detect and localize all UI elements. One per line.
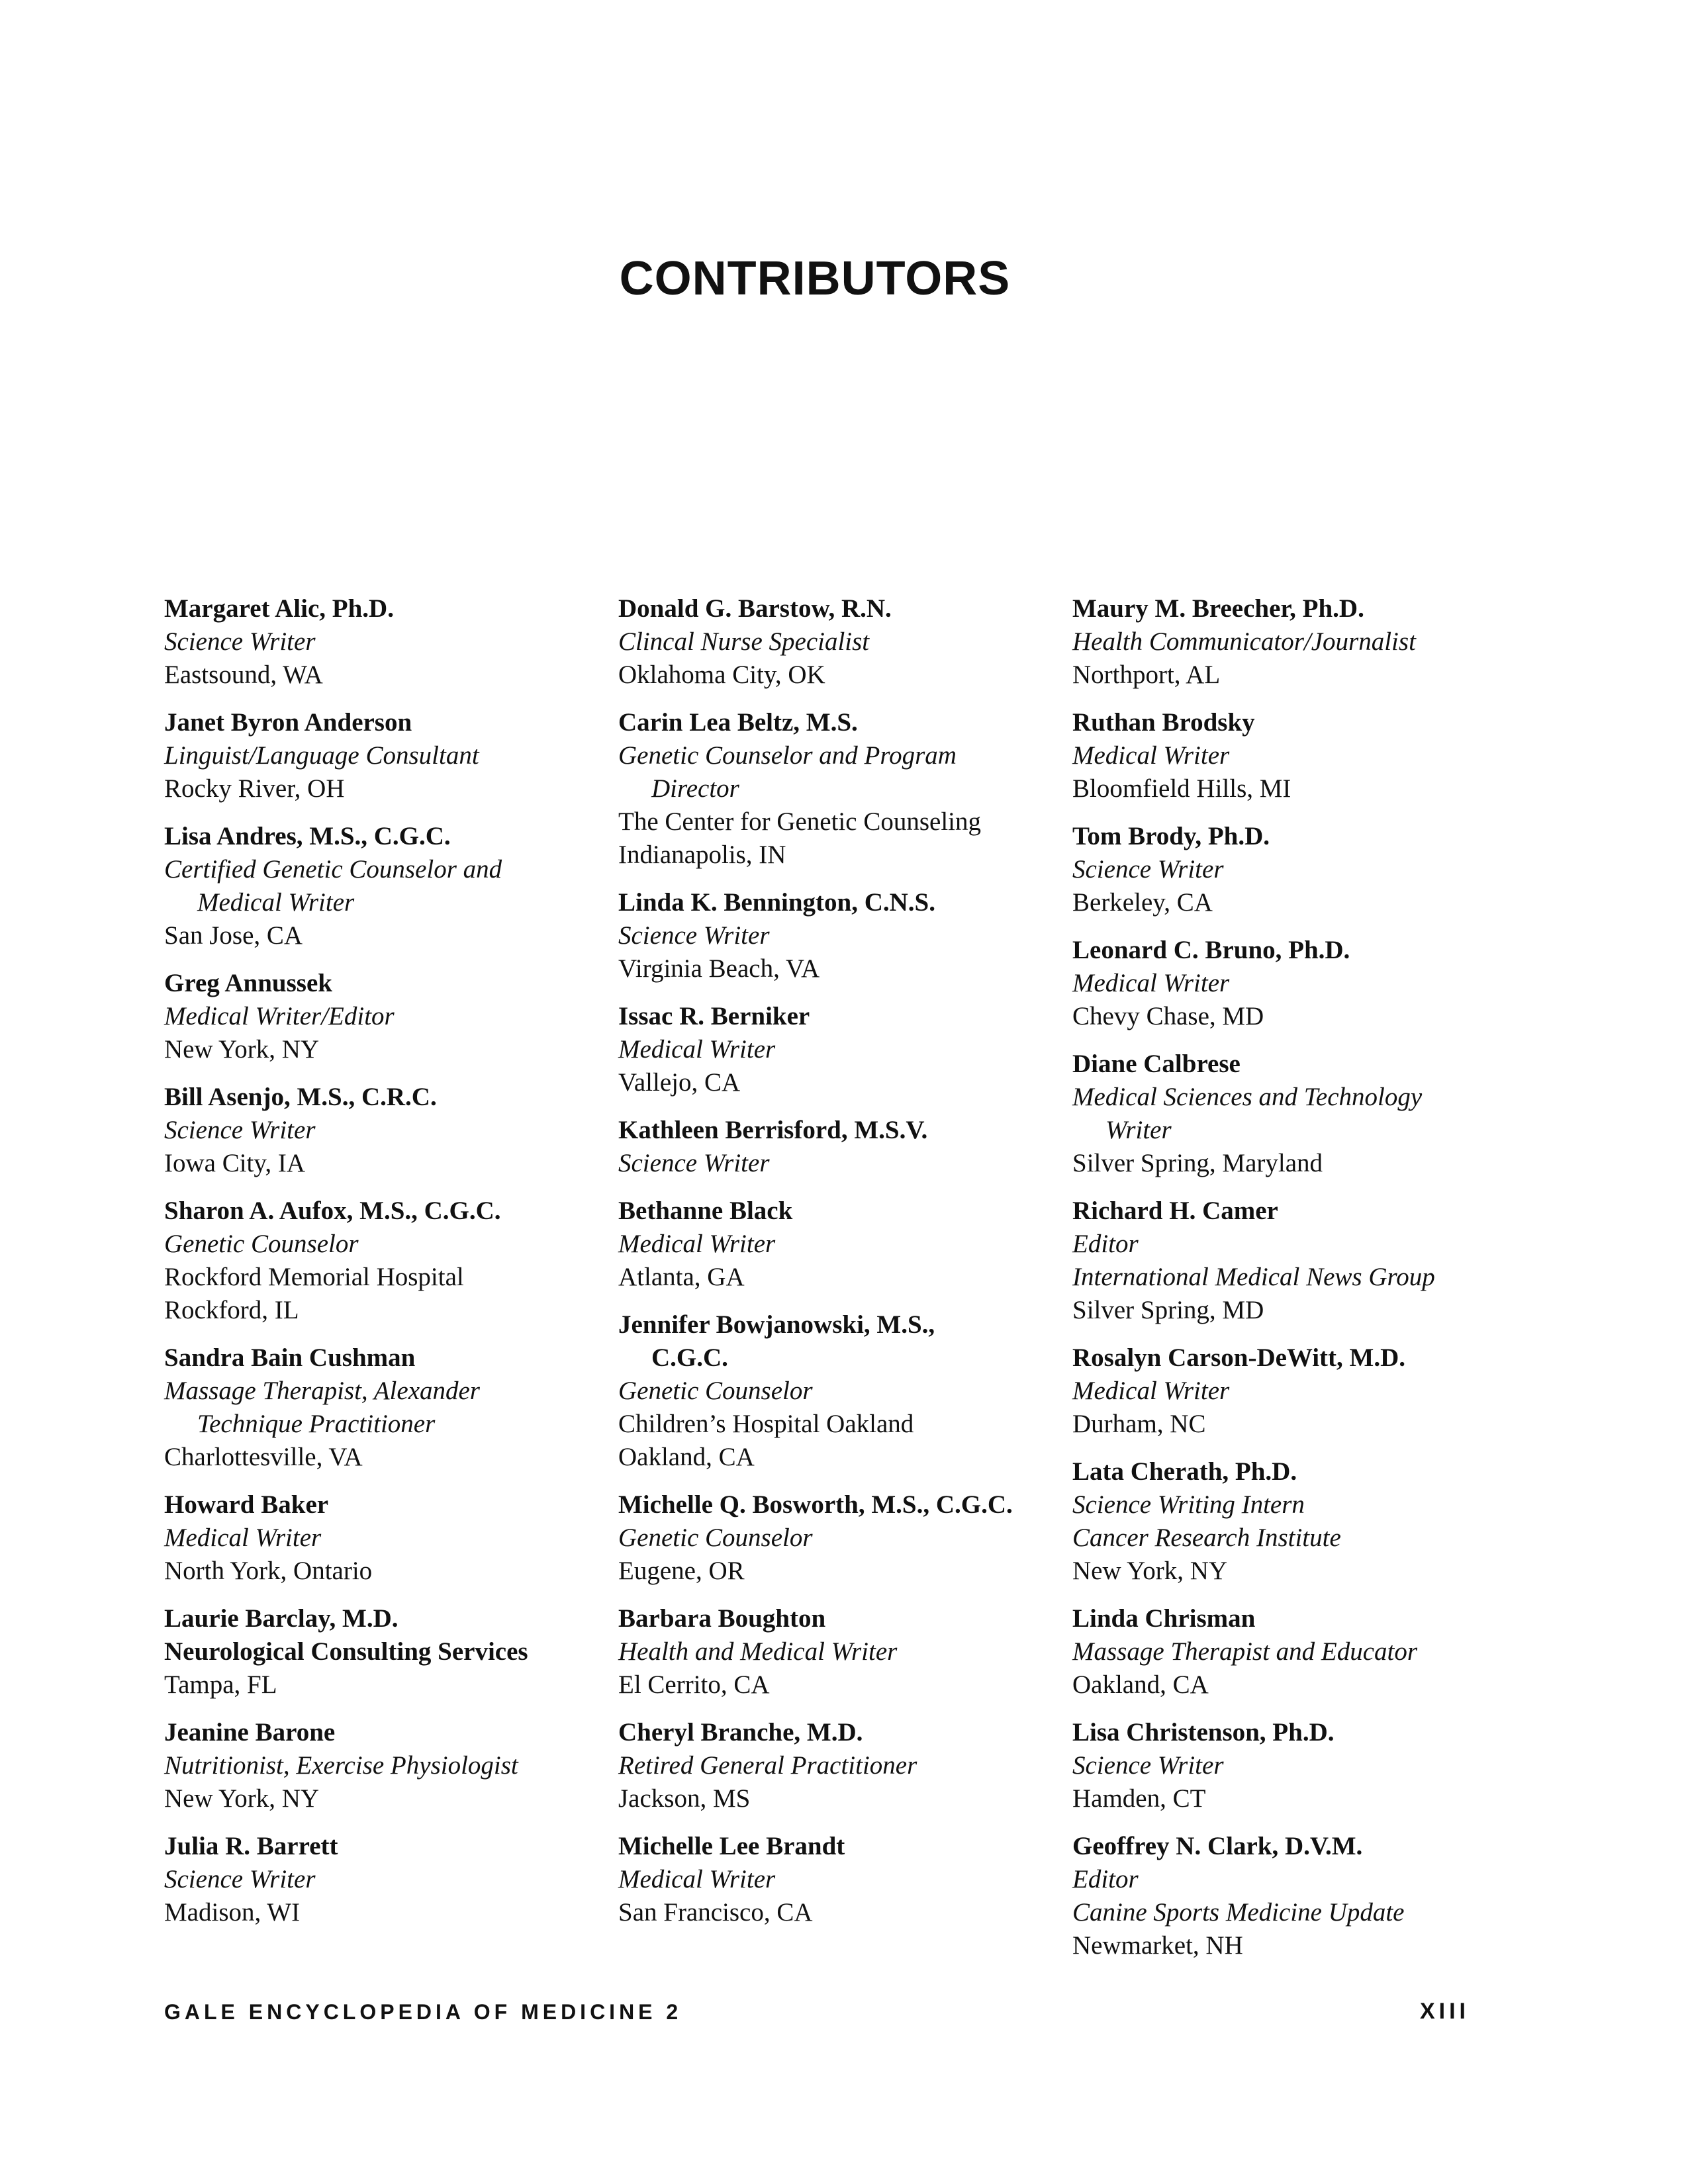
contributor-title: Science Writer [164, 627, 316, 656]
contributor-name: Sandra Bain Cushman [164, 1343, 416, 1372]
contributor-affiliation: Indianapolis, IN [618, 841, 786, 869]
contributor-name: Geoffrey N. Clark, D.V.M. [1072, 1832, 1363, 1860]
contributor-name: Issac R. Berniker [618, 1002, 810, 1030]
contributor-name: Margaret Alic, Ph.D. [164, 594, 394, 623]
contributor-affiliation: Eastsound, WA [164, 660, 323, 689]
contributor-affiliation: Bloomfield Hills, MI [1072, 774, 1291, 803]
contributor-title: Writer [1105, 1116, 1172, 1144]
contributor-name: Cheryl Branche, M.D. [618, 1718, 863, 1747]
contributor-entry [618, 592, 1068, 692]
contributor-affiliation: New York, NY [164, 1035, 320, 1064]
contributor-affiliation: Rocky River, OH [164, 774, 345, 803]
contributor-title: Massage Therapist, Alexander [164, 1377, 480, 1405]
contributor-name: Michelle Lee Brandt [618, 1832, 845, 1860]
contributor-name: Linda K. Bennington, C.N.S. [618, 888, 935, 917]
contributor-title: Science Writer [164, 1116, 316, 1144]
contributor-name: Donald G. Barstow, R.N. [618, 594, 892, 623]
contributor-title: Genetic Counselor and Program [618, 741, 957, 770]
contributor-entry [164, 820, 614, 952]
contributor-title: Medical Writer [197, 888, 355, 917]
footer-book-title: GALE ENCYCLOPEDIA OF MEDICINE 2 [164, 2000, 682, 2024]
footer-page-number: XIII [1419, 1999, 1470, 2024]
contributor-name: Leonard C. Bruno, Ph.D. [1072, 936, 1350, 964]
contributor-column-2 [618, 592, 1068, 1944]
contributor-entry [1072, 1048, 1523, 1180]
contributor-affiliation: Rockford Memorial Hospital [164, 1263, 464, 1291]
contributor-name: Jeanine Barone [164, 1718, 336, 1747]
contributor-title: Science Writer [618, 921, 770, 950]
contributor-affiliation: North York, Ontario [164, 1557, 373, 1585]
contributor-name: Carin Lea Beltz, M.S. [618, 708, 858, 737]
contributor-title: Medical Writer [1072, 741, 1230, 770]
contributor-name: Lisa Christenson, Ph.D. [1072, 1718, 1335, 1747]
contributor-title: Medical Writer [618, 1865, 776, 1893]
contributor-entry [1072, 820, 1523, 919]
contributor-affiliation: Charlottesville, VA [164, 1443, 363, 1471]
contributor-title: Medical Writer [618, 1035, 776, 1064]
contributor-title: Science Writing Intern [1072, 1490, 1305, 1519]
contributor-affiliation: Northport, AL [1072, 660, 1221, 689]
contributor-name: Bethanne Black [618, 1197, 793, 1225]
contributor-title: Genetic Counselor [164, 1230, 359, 1258]
contributor-entry [618, 1000, 1068, 1099]
contributor-name: Lisa Andres, M.S., C.G.C. [164, 822, 451, 850]
contributor-entry [164, 1830, 614, 1929]
contributor-credential: Neurological Consulting Services [164, 1637, 528, 1666]
contributor-title: Science Writer [1072, 855, 1224, 884]
contributor-title: Director [651, 774, 739, 803]
contributor-affiliation: Newmarket, NH [1072, 1931, 1243, 1960]
contributor-affiliation: Oakland, CA [618, 1443, 755, 1471]
contributor-name: Kathleen Berrisford, M.S.V. [618, 1116, 928, 1144]
contributor-title: Genetic Counselor [618, 1524, 813, 1552]
contributor-name: Jennifer Bowjanowski, M.S., [618, 1310, 935, 1339]
contributor-affiliation: Children’s Hospital Oakland [618, 1410, 914, 1438]
contributor-title: Technique Practitioner [197, 1410, 436, 1438]
contributor-affiliation: Durham, NC [1072, 1410, 1206, 1438]
contributor-entry [164, 592, 614, 692]
contributor-affiliation: Berkeley, CA [1072, 888, 1213, 917]
contributor-name: Barbara Boughton [618, 1604, 826, 1633]
contributor-entry [1072, 1342, 1523, 1441]
contributor-title: Certified Genetic Counselor and [164, 855, 502, 884]
contributor-entry [618, 1114, 1068, 1180]
contributor-affiliation: Hamden, CT [1072, 1784, 1206, 1813]
contributor-title: International Medical News Group [1072, 1263, 1435, 1291]
contributor-title: Health Communicator/Journalist [1072, 627, 1416, 656]
contributor-affiliation: Oklahoma City, OK [618, 660, 825, 689]
contributor-affiliation: Rockford, IL [164, 1296, 299, 1324]
contributor-title: Science Writer [1072, 1751, 1224, 1780]
contributor-name: Laurie Barclay, M.D. [164, 1604, 399, 1633]
contributor-entry [618, 1830, 1068, 1929]
contributor-title: Medical Writer [618, 1230, 776, 1258]
contributor-name: Linda Chrisman [1072, 1604, 1256, 1633]
contributor-affiliation: Vallejo, CA [618, 1068, 741, 1097]
contributor-name: Sharon A. Aufox, M.S., C.G.C. [164, 1197, 501, 1225]
contributor-entry [1072, 1195, 1523, 1327]
contributor-name: Ruthan Brodsky [1072, 708, 1255, 737]
contributor-name: Maury M. Breecher, Ph.D. [1072, 594, 1364, 623]
contributor-column-3 [1072, 592, 1523, 1977]
contributor-title: Nutritionist, Exercise Physiologist [164, 1751, 518, 1780]
contributor-title: Science Writer [618, 1149, 770, 1177]
contributor-name: Howard Baker [164, 1490, 329, 1519]
contributor-title: Genetic Counselor [618, 1377, 813, 1405]
contributor-title: Medical Sciences and Technology [1072, 1083, 1423, 1111]
contributor-affiliation: San Jose, CA [164, 921, 303, 950]
contributor-entry [618, 1195, 1068, 1294]
contributor-title: Medical Writer [164, 1524, 322, 1552]
contributor-affiliation: Silver Spring, MD [1072, 1296, 1264, 1324]
contributor-title: Medical Writer/Editor [164, 1002, 395, 1030]
contributor-entry [1072, 592, 1523, 692]
contributor-title: Clincal Nurse Specialist [618, 627, 870, 656]
contributor-entry [1072, 1830, 1523, 1962]
contributor-affiliation: New York, NY [164, 1784, 320, 1813]
contributor-title: Health and Medical Writer [618, 1637, 898, 1666]
contributor-entry [164, 1081, 614, 1180]
contributor-credential: C.G.C. [651, 1343, 728, 1372]
contributor-name: Julia R. Barrett [164, 1832, 338, 1860]
contributor-entry [618, 886, 1068, 985]
contributor-entry [164, 1716, 614, 1815]
contributor-title: Medical Writer [1072, 969, 1230, 997]
contributor-entry [618, 706, 1068, 872]
contributor-entry [1072, 1455, 1523, 1588]
contributor-entry [164, 1602, 614, 1702]
contributor-entry [164, 706, 614, 805]
contributor-entry [1072, 1716, 1523, 1815]
contributor-entry [1072, 1602, 1523, 1702]
contributor-name: Diane Calbrese [1072, 1050, 1241, 1078]
contributor-name: Janet Byron Anderson [164, 708, 412, 737]
contributor-name: Lata Cherath, Ph.D. [1072, 1457, 1297, 1486]
contributor-affiliation: Atlanta, GA [618, 1263, 745, 1291]
contributor-title: Science Writer [164, 1865, 316, 1893]
contributor-title: Medical Writer [1072, 1377, 1230, 1405]
contributor-entry [164, 1195, 614, 1327]
contributor-entry [618, 1716, 1068, 1815]
contributor-affiliation: El Cerrito, CA [618, 1670, 770, 1699]
contributor-affiliation: Chevy Chase, MD [1072, 1002, 1264, 1030]
contributor-entry [164, 1342, 614, 1474]
contributor-name: Bill Asenjo, M.S., C.R.C. [164, 1083, 437, 1111]
contributor-affiliation: The Center for Genetic Counseling [618, 807, 981, 836]
contributor-affiliation: Virginia Beach, VA [618, 954, 820, 983]
contributor-affiliation: New York, NY [1072, 1557, 1228, 1585]
contributor-affiliation: San Francisco, CA [618, 1898, 813, 1927]
contributor-entry [618, 1602, 1068, 1702]
contributor-affiliation: Iowa City, IA [164, 1149, 306, 1177]
page-title: CONTRIBUTORS [619, 252, 1011, 305]
contributor-title: Editor [1072, 1230, 1139, 1258]
contributor-affiliation: Silver Spring, Maryland [1072, 1149, 1323, 1177]
contributor-affiliation: Eugene, OR [618, 1557, 745, 1585]
contributor-affiliation: Madison, WI [164, 1898, 301, 1927]
contributor-column-1 [164, 592, 614, 1944]
contributor-name: Rosalyn Carson-DeWitt, M.D. [1072, 1343, 1406, 1372]
contributor-affiliation: Tampa, FL [164, 1670, 277, 1699]
contributor-name: Tom Brody, Ph.D. [1072, 822, 1270, 850]
contributor-affiliation: Jackson, MS [618, 1784, 751, 1813]
contributor-entry [164, 1488, 614, 1588]
contributor-title: Massage Therapist and Educator [1072, 1637, 1418, 1666]
contributor-title: Cancer Research Institute [1072, 1524, 1341, 1552]
contributor-title: Editor [1072, 1865, 1139, 1893]
contributor-name: Michelle Q. Bosworth, M.S., C.G.C. [618, 1490, 1013, 1519]
contributor-entry [618, 1308, 1068, 1474]
contributor-affiliation: Oakland, CA [1072, 1670, 1209, 1699]
contributor-entry [1072, 706, 1523, 805]
contributor-entry [164, 967, 614, 1066]
contributor-title: Linguist/Language Consultant [164, 741, 479, 770]
contributor-name: Richard H. Camer [1072, 1197, 1278, 1225]
contributor-name: Greg Annussek [164, 969, 332, 997]
contributor-entry [1072, 934, 1523, 1033]
contributor-title: Retired General Practitioner [618, 1751, 917, 1780]
contributor-title: Canine Sports Medicine Update [1072, 1898, 1405, 1927]
contributor-entry [618, 1488, 1068, 1588]
